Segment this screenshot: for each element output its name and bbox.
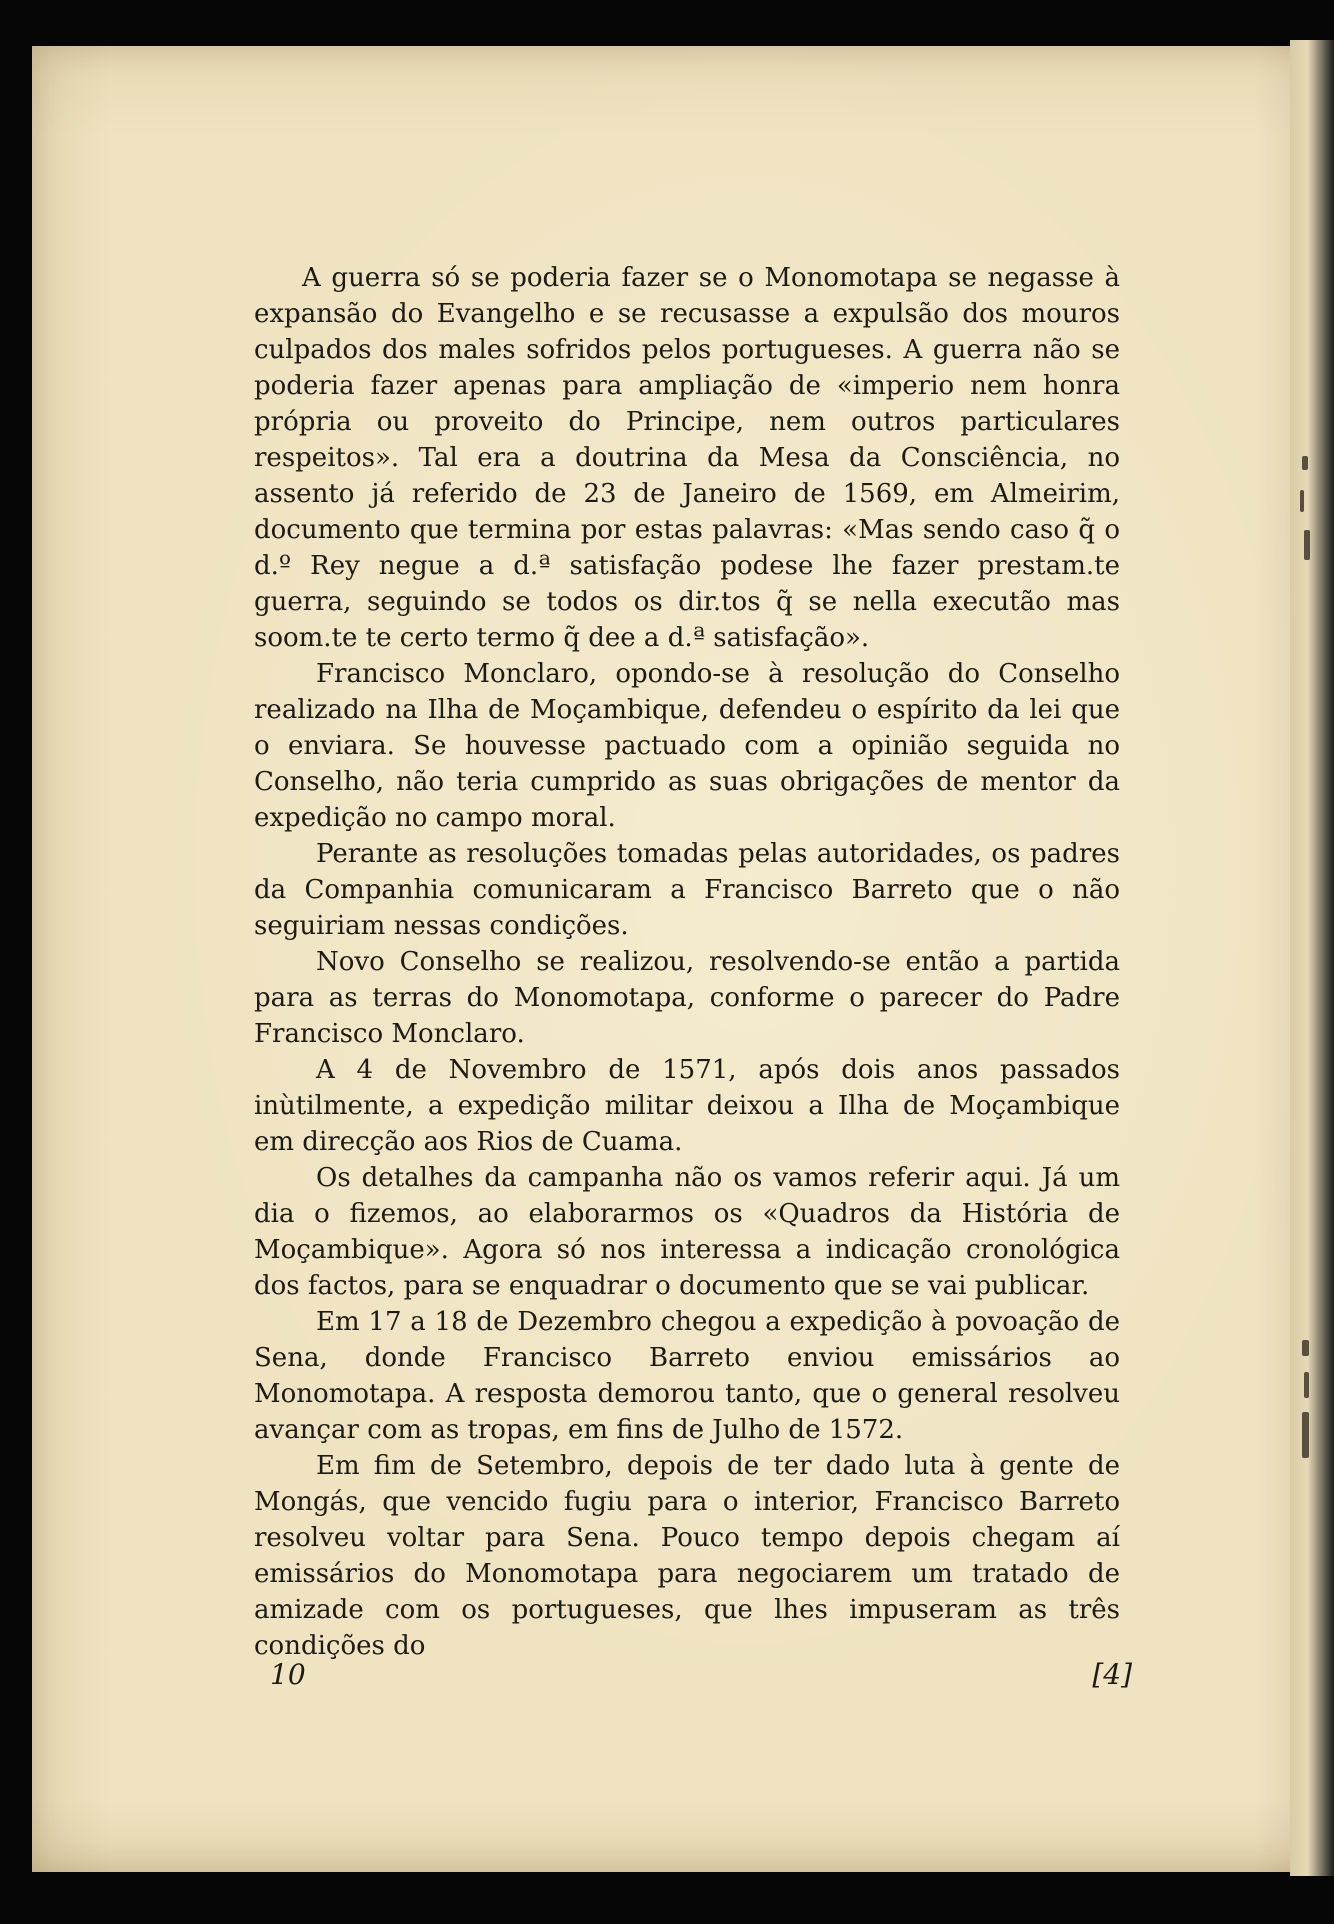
paragraph: Francisco Monclaro, opondo-se à resolução do Conselho realizado na Ilha de Moçambique, defendeu o espírito da lei que o enviara. Se houvesse pactuado com a opinião seguida no Conselho, não teria cumprido as suas obrigações de mentor da expedição no campo moral. xyxy=(254,659,1120,833)
paragraph: A guerra só se poderia fazer se o Monomotapa se negasse à expansão do Evangelho e se recusasse a expulsão dos mouros culpados dos males sofridos pelos portugueses. A guerra não se poderia fazer apenas para ampliação de «imperio nem honra própria ou proveito do Principe, nem outros particulares respeitos». Tal era a doutrina da Mesa da Consciência, no assento já referido de 23 de Janeiro de 1569, em Almeirim, documento que termina por estas palavras: «Mas sendo caso q̃ o d.º Rey negue a d.ª satisfação podese lhe fazer prestam.te guerra, seguindo se todos os dir.tos q̃ se nella executão mas soom.te te certo termo q̃ dee a d.ª satisfação». xyxy=(254,263,1120,653)
body-text xyxy=(254,260,1120,1664)
paragraph: Em fim de Setembro, depois de ter dado luta à gente de Mongás, que vencido fugiu para o interior, Francisco Barreto resolveu voltar para Sena. Pouco tempo depois chegam aí emissários do Monomotapa para negociarem um tratado de amizade com os portugueses, que lhes impuseram as três condições do xyxy=(254,1451,1120,1661)
page-number: 10 xyxy=(270,1658,306,1691)
paragraph: A 4 de Novembro de 1571, após dois anos passados inùtilmente, a expedição militar deixou a Ilha de Moçambique em direcção aos Rios de Cuama. xyxy=(254,1055,1120,1157)
adjacent-page-edge xyxy=(1290,40,1334,1876)
page-footer xyxy=(270,1658,1132,1698)
margin-speck xyxy=(1302,1340,1309,1356)
paragraph: Em 17 a 18 de Dezembro chegou a expedição à povoação de Sena, donde Francisco Barreto enviou emissários ao Monomotapa. A resposta demorou tanto, que o general resolveu avançar com as tropas, em fins de Julho de 1572. xyxy=(254,1307,1120,1445)
margin-speck xyxy=(1304,1372,1309,1398)
margin-speck xyxy=(1300,490,1304,512)
paragraph: Novo Conselho se realizou, resolvendo-se então a partida para as terras do Monomotapa, conforme o parecer do Padre Francisco Monclaro. xyxy=(254,947,1120,1049)
margin-speck xyxy=(1304,530,1310,560)
margin-speck xyxy=(1302,1412,1309,1458)
margin-speck xyxy=(1302,456,1308,470)
signature-mark: [4] xyxy=(1092,1658,1132,1691)
paragraph: Os detalhes da campanha não os vamos referir aqui. Já um dia o fizemos, ao elaborarmos os «Quadros da História de Moçambique». Agora só nos interessa a indicação cronológica dos factos, para se enquadrar o documento que se vai publicar. xyxy=(254,1163,1120,1301)
paragraph: Perante as resoluções tomadas pelas autoridades, os padres da Companhia comunicaram a Francisco Barreto que o não seguiriam nessas condições. xyxy=(254,839,1120,941)
